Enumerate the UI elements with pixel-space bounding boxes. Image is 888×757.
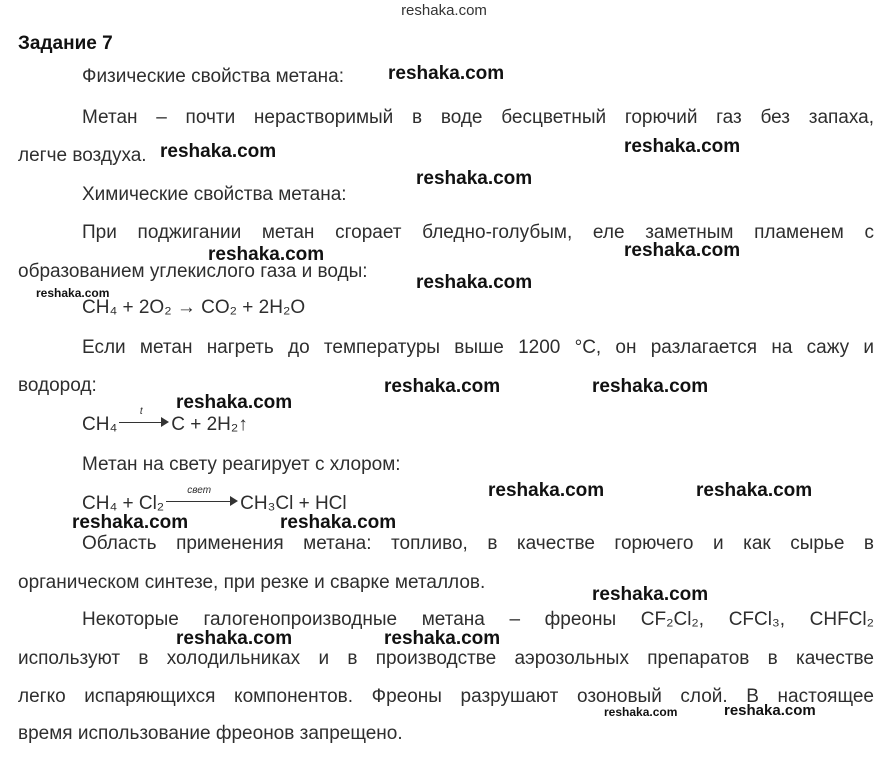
site-watermark-top: reshaka.com — [401, 2, 487, 19]
paragraph-line: Метан – почти нерастворимый в воде бесцветный горючий газ без запаха, — [82, 107, 874, 128]
watermark: reshaka.com — [416, 272, 533, 293]
watermark: reshaka.com — [160, 141, 277, 162]
watermark: reshaka.com — [384, 376, 501, 397]
equation-combustion: CH₄ + 2O₂ → CO₂ + 2H₂O — [82, 297, 306, 318]
paragraph-line: легче воздуха. — [18, 145, 147, 166]
watermark: reshaka.com — [488, 480, 605, 501]
task-title: Задание 7 — [18, 33, 113, 54]
paragraph-line: Некоторые галогенопроизводные метана – фреоны CF₂Cl₂, CFCl₃, CHFCl₂ — [82, 609, 874, 630]
equation-right: CH₃Cl + HCl — [240, 493, 347, 514]
reaction-arrow-icon — [166, 485, 238, 508]
watermark: reshaka.com — [592, 584, 709, 605]
watermark: reshaka.com — [416, 168, 533, 189]
watermark: reshaka.com — [208, 244, 325, 265]
paragraph-line: органическом синтезе, при резке и сварке металлов. — [18, 572, 486, 593]
watermark: reshaka.com — [696, 480, 813, 501]
watermark: reshaka.com — [604, 705, 678, 719]
paragraph-line: Метан на свету реагирует с хлором: — [82, 454, 401, 475]
watermark: reshaka.com — [724, 702, 816, 719]
equation-right: C + 2H₂↑ — [171, 414, 248, 435]
paragraph-line: время использование фреонов запрещено. — [18, 723, 403, 744]
reaction-condition: t — [139, 406, 143, 417]
chemical-properties-heading: Химические свойства метана: — [82, 184, 347, 205]
paragraph-line: легко испаряющихся компонентов. Фреоны разрушают озоновый слой. В настоящее — [18, 686, 874, 707]
reaction-condition: свет — [187, 485, 212, 496]
reaction-arrow-icon — [119, 406, 169, 429]
watermark: reshaka.com — [176, 392, 293, 413]
watermark: reshaka.com — [36, 286, 110, 300]
paragraph-line: При поджигании метан сгорает бледно-голубым, еле заметным пламенем с — [82, 222, 874, 243]
watermark: reshaka.com — [280, 512, 397, 533]
watermark: reshaka.com — [624, 136, 741, 157]
watermark: reshaka.com — [72, 512, 189, 533]
paragraph-line: образованием углекислого газа и воды: — [18, 261, 368, 282]
equation-left: CH₄ — [82, 414, 118, 435]
paragraph-line: используют в холодильниках и в производстве аэрозольных препаратов в качестве — [18, 648, 874, 669]
watermark: reshaka.com — [624, 240, 741, 261]
physical-properties-heading: Физические свойства метана: — [82, 66, 345, 87]
watermark: reshaka.com — [388, 63, 505, 84]
watermark: reshaka.com — [592, 376, 709, 397]
paragraph-line: водород: — [18, 375, 97, 396]
paragraph-line: Если метан нагреть до температуры выше 1200 °С, он разлагается на сажу и — [82, 337, 874, 358]
equation-decomposition — [82, 406, 248, 436]
watermark: reshaka.com — [176, 628, 293, 649]
equation-left: CH₄ + Cl₂ — [82, 493, 165, 514]
watermark: reshaka.com — [384, 628, 501, 649]
paragraph-line: Область применения метана: топливо, в качестве горючего и как сырье в — [82, 533, 874, 554]
